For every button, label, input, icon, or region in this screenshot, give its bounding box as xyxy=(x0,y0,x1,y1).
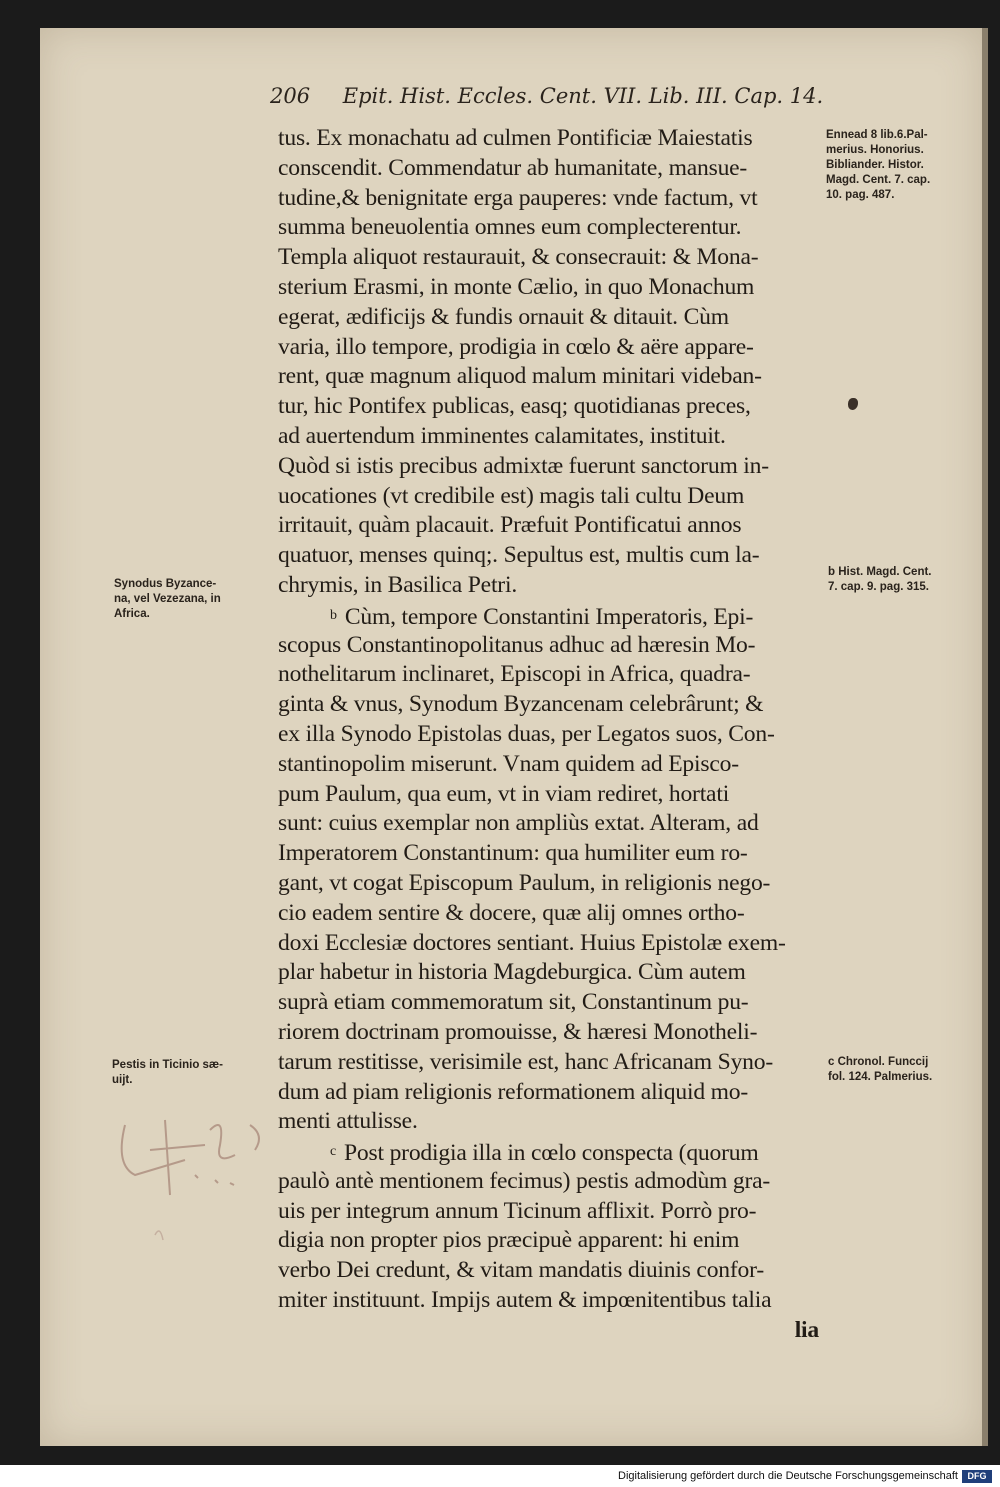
page-number: 206 xyxy=(270,84,311,108)
text-line: tur, hic Pontifex publicas, easq; quotidianas preces, xyxy=(278,393,751,420)
page-edge xyxy=(982,28,988,1446)
text-line: ginta & vnus, Synodum Byzancenam celebrârunt; & xyxy=(278,691,764,718)
text-line: uocationes (vt credibile est) magis tali cultu Deum xyxy=(278,482,745,509)
text-line: pum Paulum, qua eum, vt in viam rediret, hortati xyxy=(278,780,730,807)
text-line: scopus Constantinopolitanus adhuc ad hæresin Mo- xyxy=(278,631,756,658)
paragraph-b-first-line xyxy=(278,601,823,631)
running-title: Epit. Hist. Eccles. Cent. VII. Lib. III. Cap. 14. xyxy=(342,84,824,108)
text-line: suprà etiam commemoratum sit, Constantinum pu- xyxy=(278,989,749,1016)
text-line: ex illa Synodo Epistolas duas, per Legatos suos, Con- xyxy=(278,720,775,747)
text-line: verbo Dei credunt, & vitam mandatis diuinis confor- xyxy=(278,1257,764,1284)
text-line: Imperatorem Constantinum: qua humiliter eum ro- xyxy=(278,840,748,867)
text-line: gant, vt cogat Episcopum Paulum, in religionis nego- xyxy=(278,869,771,896)
text-line: ad auertendum imminentes calamitates, instituit. xyxy=(278,422,726,449)
catchword: lia xyxy=(794,1316,819,1343)
text-line: egerat, ædificijs & fundis ornauit & ditauit. Cùm xyxy=(278,303,729,330)
margin-note-right-3: c Chronol. Funccij fol. 124. Palmerius. xyxy=(828,1056,933,1083)
dfg-logo: DFG xyxy=(962,1470,992,1483)
text-line: varia, illo tempore, prodigia in cœlo & aëre appare- xyxy=(278,333,754,360)
margin-note-left-2: Pestis in Ticinio sæ- uijt. xyxy=(112,1059,223,1086)
text-line: Cùm, tempore Constantini Imperatoris, Epi- xyxy=(344,603,754,630)
footer-bar xyxy=(0,1468,1000,1487)
text-line: riorem doctrinam promouisse, & hæresi Monotheli- xyxy=(278,1018,758,1045)
main-text-column xyxy=(278,124,823,1346)
text-line: paulò antè mentionem fecimus) pestis admodùm gra- xyxy=(278,1167,771,1194)
text-line: miter instituunt. Impijs autem & impœnitentibus talia xyxy=(278,1287,772,1314)
text-line: irritauit, quàm placauit. Præfuit Pontificatui annos xyxy=(278,512,742,539)
text-line: nothelitarum inclinaret, Episcopi in Africa, quadra- xyxy=(278,661,751,688)
text-line: sterium Erasmi, in monte Cælio, in quo Monachum xyxy=(278,273,755,300)
margin-note-right-2: b Hist. Magd. Cent. 7. cap. 9. pag. 315. xyxy=(828,566,932,593)
text-line: stantinopolim miserunt. Vnam quidem ad Episco- xyxy=(278,750,739,777)
footnote-marker-c: c xyxy=(330,1144,337,1160)
text-line: cio eadem sentire & docere, quæ alij omnes ortho- xyxy=(278,899,745,926)
text-line: menti attulisse. xyxy=(278,1108,418,1135)
text-line: plar habetur in historia Magdeburgica. Cùm autem xyxy=(278,959,746,986)
footer-credit: Digitalisierung gefördert durch die Deutsche Forschungsgemeinschaft xyxy=(618,1470,958,1482)
pencil-scribble xyxy=(105,1105,275,1255)
text-line: uis per integrum annum Ticinum afflixit. Porrò pro- xyxy=(278,1197,757,1224)
text-line: Quòd si istis precibus admixtæ fuerunt sanctorum in- xyxy=(278,452,769,479)
text-line: summa beneuolentia omnes eum complecterentur. xyxy=(278,214,742,241)
text-line: sunt: cuius exemplar non ampliùs extat. Alteram, ad xyxy=(278,810,759,837)
text-line: dum ad piam religionis reformationem aliquid mo- xyxy=(278,1078,749,1105)
text-line: tudine,& benignitate erga pauperes: vnde factum, vt xyxy=(278,184,758,211)
text-line: quatuor, menses quinq;. Sepultus est, multis cum la- xyxy=(278,542,760,569)
text-line: conscendit. Commendatur ab humanitate, mansue- xyxy=(278,154,748,181)
margin-note-right-1: Ennead 8 lib.6.Pal- merius. Honorius. Bibliander. Histor. Magd. Cent. 7. cap. 10. pag. 487. xyxy=(826,129,931,201)
text-line: doxi Ecclesiæ doctores sentiant. Huius Epistolæ exem- xyxy=(278,929,786,956)
running-header xyxy=(270,84,824,120)
text-line: rent, quæ magnum aliquod malum minitari videban- xyxy=(278,363,762,390)
text-line: chrymis, in Basilica Petri. xyxy=(278,571,518,598)
text-line: Post prodigia illa in cœlo conspecta (quorum xyxy=(344,1140,759,1167)
footnote-marker-b: b xyxy=(330,607,337,623)
paragraph-c-first-line xyxy=(278,1137,823,1167)
text-line: tarum restitisse, verisimile est, hanc Africanam Syno- xyxy=(278,1048,774,1075)
text-line: Templa aliquot restaurauit, & consecrauit: & Mona- xyxy=(278,244,759,271)
text-line: tus. Ex monachatu ad culmen Pontificiæ Maiestatis xyxy=(278,125,753,151)
margin-note-left-1: Synodus Byzance- na, vel Vezezana, in Africa. xyxy=(114,578,221,620)
text-line: digia non propter pios præcipuè apparent: hi enim xyxy=(278,1227,740,1254)
